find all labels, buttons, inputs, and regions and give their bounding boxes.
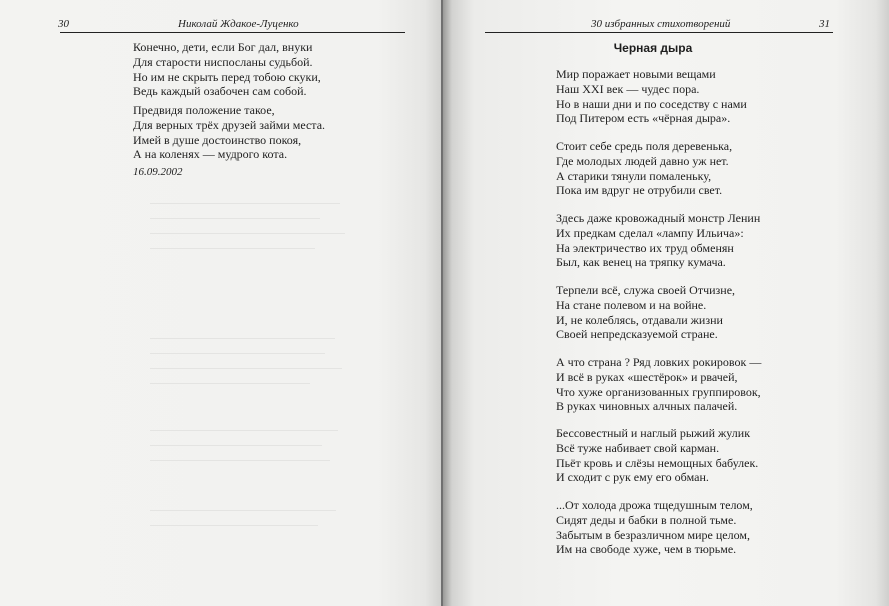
poem-line: На стане полевом и на войне. — [556, 297, 707, 312]
poem-line: Конечно, дети, если Бог дал, внуки — [133, 40, 313, 54]
poem-line: И всё в руках «шестёрок» и рвачей, — [556, 369, 738, 384]
poem-line: А старики тянули помаленьку, — [556, 168, 712, 183]
poem-line: ...От холода дрожа тщедушным телом, — [556, 498, 753, 512]
right-stanza-4 — [556, 283, 735, 342]
right-stanza-6 — [556, 426, 758, 485]
poem-line: Но в наши дни и по соседству с нами — [556, 96, 747, 111]
poem-line: Своей непредсказуемой стране. — [556, 327, 718, 342]
right-stanza-1 — [556, 67, 747, 126]
right-stanza-5 — [556, 355, 761, 414]
poem-line: Им на свободе хуже, чем в тюрьме. — [556, 542, 737, 557]
poem-line: Был, как венец на тряпку кумача. — [556, 255, 726, 270]
header-rule-left — [60, 32, 405, 33]
right-page — [443, 0, 889, 606]
page-number-left: 30 — [58, 18, 69, 30]
poem-line: Сидят деды и бабки в полной тьме. — [556, 512, 737, 527]
page-number-right: 31 — [819, 18, 830, 30]
poem-line: Забытым в безразличном мире целом, — [556, 527, 750, 542]
poem-line: Всё туже набивает свой карман. — [556, 440, 720, 455]
poem-line: Здесь даже кровожадный монстр Ленин — [556, 211, 761, 225]
left-stanza-1 — [133, 40, 321, 99]
poem-line: В руках чиновных алчных палачей. — [556, 399, 738, 414]
poem-line: А на коленях — мудрого кота. — [133, 147, 288, 162]
left-stanza-2 — [133, 103, 325, 162]
poem-line: Что хуже организованных группировок, — [556, 384, 761, 399]
right-stanza-7 — [556, 498, 753, 557]
right-stanza-2 — [556, 139, 732, 198]
poem-line: И, не колеблясь, отдавали жизни — [556, 312, 723, 327]
poem-line: Мир поражает новыми вещами — [556, 67, 716, 81]
poem-line: Для верных трёх друзей займи места. — [133, 117, 326, 132]
poem-line: Под Питером есть «чёрная дыра». — [556, 111, 731, 126]
poem-line: Пьёт кровь и слёзы немощных бабулек. — [556, 455, 759, 470]
poem-line: Предвидя положение такое, — [133, 103, 275, 117]
left-page — [0, 0, 443, 606]
poem-line: Стоит себе средь поля деревенька, — [556, 139, 733, 153]
poem-line: Наш XXI век — чудес пора. — [556, 81, 700, 96]
poem-line: Пока им вдруг не отрубили свет. — [556, 183, 723, 198]
poem-line: Терпели всё, служа своей Отчизне, — [556, 283, 736, 297]
poem-line: И сходит с рук ему его обман. — [556, 470, 709, 485]
right-stanza-3 — [556, 211, 760, 270]
poem-date: 16.09.2002 — [133, 166, 183, 178]
poem-line: На электричество их труд обменян — [556, 240, 734, 255]
poem-title: Черная дыра — [613, 41, 693, 55]
poem-line: Где молодых людей давно уж нет. — [556, 153, 729, 168]
running-head-collection: 30 избранных стихотворений — [591, 18, 731, 30]
header-rule-right — [485, 32, 833, 33]
poem-line: Бессовестный и наглый рыжий жулик — [556, 426, 751, 440]
poem-line: Имей в душе достоинство покоя, — [133, 132, 302, 147]
poem-line: Их предкам сделал «лампу Ильича»: — [556, 225, 744, 240]
poem-line: Но им не скрыть перед тобою скуки, — [133, 69, 321, 84]
poem-line: Ведь каждый озабочен сам собой. — [133, 84, 307, 99]
poem-line: А что страна ? Ряд ловких рокировок — — [556, 355, 762, 369]
running-head-author: Николай Ждакое-Луценко — [178, 18, 299, 30]
poem-line: Для старости ниспосланы судьбой. — [133, 54, 313, 69]
